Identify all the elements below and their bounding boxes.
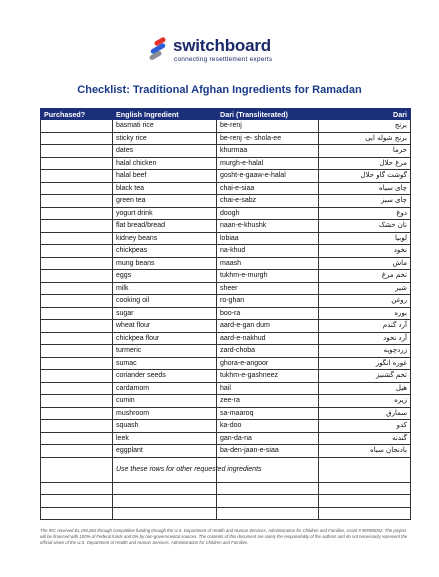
dari-cell: گندنه bbox=[319, 432, 411, 445]
blank-entry-cell[interactable] bbox=[113, 482, 217, 495]
english-ingredient-cell: basmati rice bbox=[113, 120, 217, 133]
header-purchased: Purchased? bbox=[41, 109, 113, 120]
dari-cell: خرما bbox=[319, 145, 411, 158]
table-row bbox=[41, 207, 411, 220]
purchased-checkbox-cell[interactable] bbox=[41, 157, 113, 170]
english-ingredient-cell: chickpeas bbox=[113, 245, 217, 258]
transliterated-cell: tukhm-e-gashneez bbox=[217, 370, 319, 383]
english-ingredient-cell: milk bbox=[113, 282, 217, 295]
transliterated-cell: chai-e-sabz bbox=[217, 195, 319, 208]
purchased-checkbox-cell[interactable] bbox=[41, 295, 113, 308]
dari-cell: نان خشک bbox=[319, 220, 411, 233]
brand-tagline: connecting resettlement experts bbox=[174, 56, 273, 63]
ingredient-checklist-table bbox=[40, 108, 411, 520]
table-row bbox=[41, 157, 411, 170]
table-row bbox=[41, 395, 411, 408]
dari-cell: تخم گشنیز bbox=[319, 370, 411, 383]
english-ingredient-cell: sticky rice bbox=[113, 132, 217, 145]
dari-cell: شیر bbox=[319, 282, 411, 295]
transliterated-cell: na-khud bbox=[217, 245, 319, 258]
dari-cell: دوغ bbox=[319, 207, 411, 220]
blank-entry-cell[interactable] bbox=[41, 482, 113, 495]
switchboard-logo-icon bbox=[148, 38, 170, 62]
english-ingredient-cell: leek bbox=[113, 432, 217, 445]
purchased-checkbox-cell[interactable] bbox=[41, 282, 113, 295]
transliterated-cell: ka-doo bbox=[217, 420, 319, 433]
purchased-checkbox-cell[interactable] bbox=[41, 145, 113, 158]
purchased-checkbox-cell[interactable] bbox=[41, 407, 113, 420]
header-english: English Ingredient bbox=[113, 109, 217, 120]
table-row bbox=[41, 270, 411, 283]
dari-cell: برنج bbox=[319, 120, 411, 133]
purchased-checkbox-cell[interactable] bbox=[41, 345, 113, 358]
dari-cell: ماش bbox=[319, 257, 411, 270]
transliterated-cell: hail bbox=[217, 382, 319, 395]
dari-cell: مرغ حلال bbox=[319, 157, 411, 170]
english-ingredient-cell: yogurt drink bbox=[113, 207, 217, 220]
table-row bbox=[41, 445, 411, 458]
purchased-checkbox-cell[interactable] bbox=[41, 232, 113, 245]
blank-entry-cell[interactable] bbox=[319, 507, 411, 520]
dari-cell: هیل bbox=[319, 382, 411, 395]
english-ingredient-cell: wheat flour bbox=[113, 320, 217, 333]
purchased-checkbox-cell[interactable] bbox=[41, 370, 113, 383]
english-ingredient-cell: dates bbox=[113, 145, 217, 158]
dari-cell: روغن bbox=[319, 295, 411, 308]
dari-cell: آرد گندم bbox=[319, 320, 411, 333]
purchased-checkbox-cell[interactable] bbox=[41, 120, 113, 133]
english-ingredient-cell: coriander seeds bbox=[113, 370, 217, 383]
blank-entry-cell[interactable] bbox=[217, 495, 319, 508]
transliterated-cell: ba-den-jaan-e-siaa bbox=[217, 445, 319, 458]
table-row bbox=[41, 170, 411, 183]
transliterated-cell: sa-maaroq bbox=[217, 407, 319, 420]
english-ingredient-cell: eggs bbox=[113, 270, 217, 283]
table-row bbox=[41, 282, 411, 295]
header-dari: Dari bbox=[319, 109, 411, 120]
english-ingredient-cell: eggplant bbox=[113, 445, 217, 458]
english-ingredient-cell: cardamom bbox=[113, 382, 217, 395]
dari-cell: لوبیا bbox=[319, 232, 411, 245]
english-ingredient-cell: sugar bbox=[113, 307, 217, 320]
dari-cell: زیره bbox=[319, 395, 411, 408]
english-ingredient-cell: green tea bbox=[113, 195, 217, 208]
brand-name: switchboard bbox=[173, 36, 271, 55]
transliterated-cell: chai-e-siaa bbox=[217, 182, 319, 195]
table-row-blank bbox=[41, 482, 411, 495]
blank-entry-cell[interactable] bbox=[217, 507, 319, 520]
dari-cell: گوشت گاو حلال bbox=[319, 170, 411, 183]
funding-disclaimer: The IRC received $1,194,063 through competitive funding through the U.S. Department of Health and Human Services, Administration for Children and Families, Grant # 90RB0052. The project will be financed with 100% of Federal funds and 0% by non-governmental sources. The contents of this document are solely the responsibility of the authors and do not necessarily represent the official views of the U.S. Department of Health and Human Services, Administration for Children and Families. bbox=[40, 528, 408, 546]
blank-entry-cell[interactable] bbox=[113, 507, 217, 520]
purchased-checkbox-cell[interactable] bbox=[41, 307, 113, 320]
header-transliterated: Dari (Transliterated) bbox=[217, 109, 319, 120]
purchased-checkbox-cell[interactable] bbox=[41, 395, 113, 408]
english-ingredient-cell: turmeric bbox=[113, 345, 217, 358]
dari-cell: نخود bbox=[319, 245, 411, 258]
purchased-checkbox-cell[interactable] bbox=[41, 320, 113, 333]
purchased-checkbox-cell[interactable] bbox=[41, 195, 113, 208]
english-ingredient-cell: kidney beans bbox=[113, 232, 217, 245]
purchased-checkbox-cell[interactable] bbox=[41, 182, 113, 195]
table-row bbox=[41, 357, 411, 370]
dari-cell: بادنجان سیاه bbox=[319, 445, 411, 458]
transliterated-cell: be-renj -e- shola-ee bbox=[217, 132, 319, 145]
table-row bbox=[41, 257, 411, 270]
english-ingredient-cell: halal beef bbox=[113, 170, 217, 183]
table-row bbox=[41, 245, 411, 258]
purchased-checkbox-cell[interactable] bbox=[41, 420, 113, 433]
purchased-checkbox-cell[interactable] bbox=[41, 382, 113, 395]
english-ingredient-cell: cooking oil bbox=[113, 295, 217, 308]
switchboard-logo bbox=[148, 36, 298, 66]
purchased-checkbox-cell[interactable] bbox=[41, 445, 113, 458]
table-body bbox=[41, 120, 411, 520]
english-ingredient-cell: chickpea flour bbox=[113, 332, 217, 345]
table-row-note bbox=[41, 457, 411, 482]
blank-entry-cell[interactable] bbox=[319, 482, 411, 495]
english-ingredient-cell: halal chicken bbox=[113, 157, 217, 170]
table-row bbox=[41, 232, 411, 245]
purchased-checkbox-cell[interactable] bbox=[41, 207, 113, 220]
purchased-checkbox-cell[interactable] bbox=[41, 457, 113, 482]
transliterated-cell: doogh bbox=[217, 207, 319, 220]
dari-cell: چای سیاه bbox=[319, 182, 411, 195]
blank-entry-cell[interactable] bbox=[41, 495, 113, 508]
transliterated-cell: lobiaa bbox=[217, 232, 319, 245]
dari-cell: زردچوبه bbox=[319, 345, 411, 358]
transliterated-cell: murgh-e-halal bbox=[217, 157, 319, 170]
english-ingredient-cell: mushroom bbox=[113, 407, 217, 420]
blank-entry-cell[interactable] bbox=[113, 495, 217, 508]
purchased-checkbox-cell[interactable] bbox=[41, 432, 113, 445]
table-row bbox=[41, 145, 411, 158]
dari-cell: سمارق bbox=[319, 407, 411, 420]
purchased-checkbox-cell[interactable] bbox=[41, 270, 113, 283]
dari-cell: غوره انگور bbox=[319, 357, 411, 370]
purchased-checkbox-cell[interactable] bbox=[41, 132, 113, 145]
dari-cell: کدو bbox=[319, 420, 411, 433]
purchased-checkbox-cell[interactable] bbox=[41, 357, 113, 370]
table-row-blank bbox=[41, 495, 411, 508]
dari-cell: تخم مرغ bbox=[319, 270, 411, 283]
transliterated-cell: zard-choba bbox=[217, 345, 319, 358]
dari-cell[interactable] bbox=[319, 457, 411, 482]
english-ingredient-cell: black tea bbox=[113, 182, 217, 195]
transliterated-cell: be-renj bbox=[217, 120, 319, 133]
transliterated-cell: sheer bbox=[217, 282, 319, 295]
table-row bbox=[41, 132, 411, 145]
dari-cell: بوره bbox=[319, 307, 411, 320]
blank-entry-cell[interactable] bbox=[217, 482, 319, 495]
transliterated-cell: gosht-e-gaaw-e-halal bbox=[217, 170, 319, 183]
table-row bbox=[41, 420, 411, 433]
english-ingredient-cell: sumac bbox=[113, 357, 217, 370]
transliterated-cell: ghora-e-angoor bbox=[217, 357, 319, 370]
english-ingredient-cell: squash bbox=[113, 420, 217, 433]
transliterated-cell: aard-e-nakhud bbox=[217, 332, 319, 345]
dari-cell: آرد نخود bbox=[319, 332, 411, 345]
other-ingredients-note: Use these rows for other requested ingredients bbox=[113, 457, 217, 482]
transliterated-cell: ro-ghan bbox=[217, 295, 319, 308]
transliterated-cell: tukhm-e-murgh bbox=[217, 270, 319, 283]
table-row bbox=[41, 370, 411, 383]
blank-entry-cell[interactable] bbox=[319, 495, 411, 508]
table-row bbox=[41, 345, 411, 358]
purchased-checkbox-cell[interactable] bbox=[41, 245, 113, 258]
purchased-checkbox-cell[interactable] bbox=[41, 257, 113, 270]
table-row bbox=[41, 307, 411, 320]
dari-cell: چای سبز bbox=[319, 195, 411, 208]
transliterated-cell: khurmaa bbox=[217, 145, 319, 158]
table-row bbox=[41, 195, 411, 208]
table-row bbox=[41, 320, 411, 333]
transliterated-cell: naan-e-khushk bbox=[217, 220, 319, 233]
purchased-checkbox-cell[interactable] bbox=[41, 332, 113, 345]
transliterated-cell: maash bbox=[217, 257, 319, 270]
table-row bbox=[41, 382, 411, 395]
table-header-row bbox=[41, 109, 411, 120]
table-row bbox=[41, 432, 411, 445]
english-ingredient-cell: cumin bbox=[113, 395, 217, 408]
table-row bbox=[41, 332, 411, 345]
page-title: Checklist: Traditional Afghan Ingredients for Ramadan bbox=[77, 84, 362, 96]
blank-entry-cell[interactable] bbox=[41, 507, 113, 520]
transliterated-cell: zee-ra bbox=[217, 395, 319, 408]
transliterated-cell: gan-da-na bbox=[217, 432, 319, 445]
table-row bbox=[41, 120, 411, 133]
english-ingredient-cell: flat bread/bread bbox=[113, 220, 217, 233]
table-row bbox=[41, 182, 411, 195]
dari-cell: برنج شوله ایی bbox=[319, 132, 411, 145]
english-ingredient-cell: mung beans bbox=[113, 257, 217, 270]
transliterated-cell: boo-ra bbox=[217, 307, 319, 320]
purchased-checkbox-cell[interactable] bbox=[41, 220, 113, 233]
transliterated-cell: aard-e-gan dum bbox=[217, 320, 319, 333]
table-row-blank bbox=[41, 507, 411, 520]
purchased-checkbox-cell[interactable] bbox=[41, 170, 113, 183]
table-row bbox=[41, 407, 411, 420]
table-row bbox=[41, 220, 411, 233]
table-row bbox=[41, 295, 411, 308]
